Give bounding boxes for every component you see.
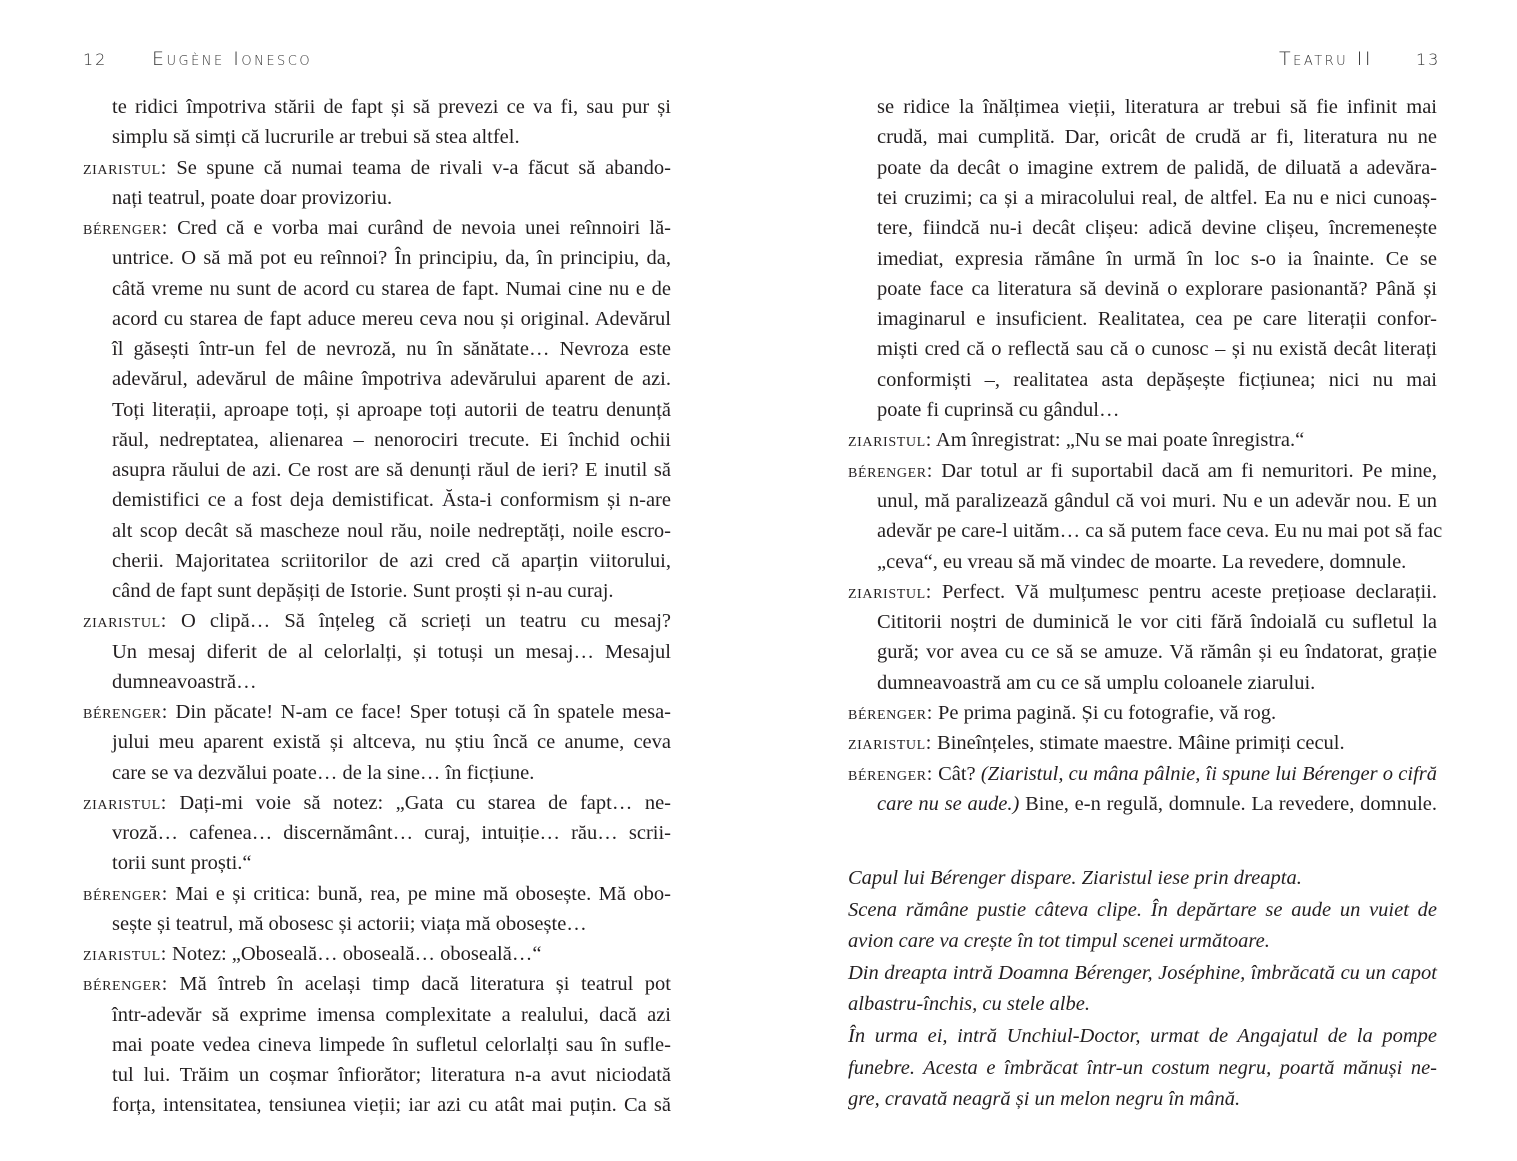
dialogue-line: [83, 697, 671, 727]
line-text: În urma ei, intră Unchiul-Doctor, urmat de Angajatul de la pompe: [848, 1025, 1437, 1047]
dialogue-line: [877, 486, 1437, 516]
stage-direction-line: [848, 926, 1437, 956]
line-text: Cred că e vorba mai curând de nevoia unei reînnoiri lă-: [177, 217, 671, 239]
line-text: gre, cravată neagră și un melon negru în mână.: [848, 1088, 1241, 1111]
line-text: miști cred că o reflectă sau că o cunosc – și nu există decât literați: [877, 338, 1437, 361]
dialogue-line: [848, 759, 1437, 789]
line-text: unul, mă paralizează gândul că voi muri. Nu e un adevăr nou. E un: [877, 489, 1437, 512]
dialogue-line: [848, 698, 1437, 728]
line-text: funebre. Acesta e îmbrăcat într-un costum negru, poartă mănuși ne-: [848, 1056, 1437, 1079]
line-text: Perfect. Vă mulțumesc pentru aceste prețioase declarații.: [941, 580, 1437, 603]
speaker-name: ziaristul:: [83, 791, 167, 814]
line-text: tul lui. Trăim un coșmar înfiorător; literatura n-a avut niciodată: [112, 1064, 671, 1086]
dialogue-line: [877, 122, 1437, 152]
line-text: Capul lui Bérenger dispare. Ziaristul iese prin dreapta.: [848, 867, 1302, 889]
page-number-right: 13: [1416, 50, 1441, 69]
line-text: Dar totul ar fi suportabil dacă am fi nemuritori. Pe mine,: [941, 459, 1437, 482]
stage-direction-line: [848, 1021, 1437, 1051]
dialogue-line: [112, 1030, 671, 1060]
dialogue-line: [112, 243, 671, 273]
line-text: poate face ca literatura să devină o explorare pasionantă? Până și: [877, 277, 1437, 300]
dialogue-line: [877, 274, 1437, 304]
speaker-name: bérenger:: [83, 701, 168, 723]
line-text: Mă întreb în același timp dacă literatura și teatrul pot: [179, 973, 672, 996]
dialogue-line: [877, 637, 1437, 667]
line-text: gură; vor avea cu ce să se amuze. Vă rămân și eu îndatorat, grație: [877, 641, 1437, 664]
dialogue-line: [112, 92, 671, 122]
dialogue-line: [848, 728, 1437, 758]
dialogue-line: [112, 304, 671, 334]
dialogue-line: [112, 183, 671, 213]
speaker-name: bérenger:: [83, 217, 168, 239]
dialogue-line: [848, 456, 1437, 486]
line-text: acord cu starea de fapt aduce mereu ceva nou și original. Adevărul: [112, 307, 671, 330]
dialogue-line: [877, 395, 1437, 425]
line-text: Bine, e-n regulă, domnule. La revedere, domnule.: [1019, 792, 1437, 815]
dialogue-line: [877, 153, 1437, 183]
line-text: Cititorii noștri de duminică le vor citi fără îndoială cu sufletul la: [877, 611, 1437, 634]
line-text: adevărul, adevărul de mâine împotriva adevărului aparent de azi.: [112, 368, 671, 391]
stage-direction-line: [848, 958, 1437, 988]
line-text: crudă, mai cumplită. Dar, oricât de crudă ar fi, literatura nu ne: [877, 126, 1437, 149]
line-text: albastru-închis, cu stele albe.: [848, 993, 1090, 1016]
line-text: tere, fiindcă nu-i decât clișeu: adică devine clișeu, încremenește: [877, 217, 1437, 240]
line-text: sește și teatrul, mă obosesc și actorii; viața mă obosește…: [112, 912, 587, 935]
dialogue-line: [877, 334, 1437, 364]
line-text: Un mesaj diferit de al celorlalți, și totuși un mesaj… Mesajul: [112, 640, 671, 663]
line-text: care se va dezvălui poate… de la sine… în ficțiune.: [112, 761, 535, 784]
line-text: O clipă… Să înțeleg că scrieți un teatru cu mesaj?: [181, 610, 672, 633]
line-text: Mai e și critica: bună, rea, pe mine mă obosește. Mă obo-: [175, 882, 672, 905]
dialogue-line: [112, 818, 671, 848]
dialogue-line: [112, 1000, 671, 1030]
dialogue-line: [848, 425, 1437, 455]
running-head-author: Eugène Ionesco: [152, 48, 313, 70]
line-text: Se spune că numai teama de rivali v-a făcut să abando-: [176, 156, 672, 179]
speaker-name: bérenger:: [83, 882, 168, 905]
line-text: răul, nedreptatea, alienarea – nenorociri trecute. Ei închid ochii: [112, 428, 671, 451]
page-number-left: 12: [83, 50, 108, 69]
dialogue-line: [112, 455, 671, 485]
speaker-name: bérenger:: [848, 702, 933, 724]
line-text: Scena rămâne pustie câteva clipe. În depărtare se aude un vuiet de: [848, 898, 1437, 921]
line-text: Toți literații, aproape toți, și aproape toți autorii de teatru denunță: [112, 398, 671, 421]
dialogue-line: [112, 667, 671, 697]
stage-direction-line: [848, 1084, 1437, 1114]
line-text: Cât?: [938, 762, 981, 785]
speaker-name: ziaristul:: [848, 429, 932, 452]
line-text: mai poate vedea cineva limpede în sufletul celorlalți sau în sufle-: [112, 1033, 671, 1056]
stage-direction-inline: (Ziaristul, cu mâna pâlnie, îi spune lui Bérenger o cifră: [980, 762, 1437, 785]
dialogue-line: [112, 576, 671, 606]
line-text: imediat, expresia rămâne în urmă în loc s-o ia înainte. Ce se: [877, 247, 1437, 270]
dialogue-line: [112, 395, 671, 425]
dialogue-line: [83, 969, 671, 999]
speaker-name: bérenger:: [83, 973, 168, 996]
dialogue-line: [877, 668, 1437, 698]
line-text: Dați-mi voie să notez: „Gata cu starea de fapt… ne-: [179, 791, 672, 814]
stage-direction-line: [848, 989, 1437, 1019]
dialogue-line: [112, 1060, 671, 1090]
dialogue-line: [112, 727, 671, 757]
dialogue-line: [83, 606, 671, 636]
line-text: Din păcate! N-am ce face! Sper totuși că în spatele mesa-: [175, 701, 672, 723]
dialogue-line: [877, 365, 1437, 395]
line-text: avion care va crește în tot timpul scenei următoare.: [848, 930, 1270, 953]
stage-direction-line: [848, 895, 1437, 925]
dialogue-line: [83, 788, 671, 818]
line-text: demistifici ce a fost deja demistificat. Ăsta-i conformism și n-are: [112, 489, 671, 512]
line-text: jului meu aparent există și altceva, nu știu încă ce anume, ceva: [112, 731, 671, 754]
line-text: forța, intensitatea, tensiunea vieții; iar azi cu atât mai puțin. Ca să: [112, 1094, 671, 1117]
line-text: Notez: „Oboseală… oboseală… oboseală…“: [172, 943, 542, 965]
dialogue-line: [877, 547, 1437, 577]
dialogue-line: [112, 758, 671, 788]
dialogue-line: [112, 909, 671, 939]
dialogue-line: [877, 213, 1437, 243]
dialogue-line: [83, 153, 671, 183]
line-text: asupra răului de azi. Ce rost are să denunți răul de ieri? E inutil să: [112, 459, 671, 481]
stage-direction-line: [848, 1053, 1437, 1083]
dialogue-line: [848, 577, 1437, 607]
line-text: nați teatrul, poate doar provizoriu.: [112, 186, 393, 209]
speaker-name: ziaristul:: [83, 156, 167, 179]
dialogue-line: [877, 607, 1437, 637]
line-text: când de fapt sunt depășiți de Istorie. Sunt proști și n-au curaj.: [112, 580, 614, 602]
dialogue-line: [83, 879, 671, 909]
dialogue-line: [112, 425, 671, 455]
dialogue-line: [112, 1090, 671, 1120]
line-text: Am înregistrat: „Nu se mai poate înregistra.“: [935, 429, 1305, 452]
running-head-title: Teatru II: [1279, 48, 1373, 70]
line-text: dumneavoastră…: [112, 670, 257, 693]
dialogue-line: [877, 516, 1443, 546]
dialogue-line: [877, 92, 1437, 122]
line-text: Bineînțeles, stimate maestre. Mâine primiți cecul.: [937, 732, 1345, 755]
speaker-name: bérenger:: [848, 762, 933, 785]
line-text: untrice. O să mă pot eu reînnoi? În principiu, da, în principiu, da,: [112, 247, 671, 270]
dialogue-line: [112, 122, 671, 152]
dialogue-line: [112, 485, 671, 515]
line-text: simplu să simți că lucrurile ar trebui să stea altfel.: [112, 126, 520, 149]
dialogue-line: [877, 789, 1437, 819]
speaker-name: ziaristul:: [83, 610, 167, 633]
line-text: îl găsești într-un fel de nevroză, nu în sănătate… Nevroza este: [112, 338, 671, 360]
line-text: imaginarul e insuficient. Realitatea, cea pe care literații confor-: [877, 308, 1437, 331]
line-text: alt scop decât să mascheze noul rău, noile nedreptăți, noile escro-: [112, 519, 671, 542]
line-text: într-adevăr să exprime imensa complexitate a realului, dacă azi: [112, 1003, 671, 1026]
line-text: dumneavoastră am cu ce să umplu coloanele ziarului.: [877, 671, 1316, 694]
speaker-name: bérenger:: [848, 459, 933, 482]
line-text: Pe prima pagină. Și cu fotografie, vă rog.: [937, 702, 1277, 724]
dialogue-line: [112, 637, 671, 667]
line-text: te ridici împotriva stării de fapt și să prevezi ce va fi, sau pur și: [112, 96, 671, 118]
dialogue-line: [83, 939, 671, 969]
line-text: se ridice la înălțimea vieții, literatura ar trebui să fie infinit mai: [877, 96, 1437, 118]
dialogue-line: [112, 364, 671, 394]
line-text: conformiști –, realitatea asta depășește ficțiunea; nici nu mai: [877, 368, 1437, 391]
line-text: vroză… cafenea… discernământ… curaj, intuiție… rău… scrii-: [112, 822, 671, 844]
dialogue-line: [877, 183, 1437, 213]
dialogue-line: [112, 334, 671, 364]
line-text: „ceva“, eu vreau să mă vindec de moarte. La revedere, domnule.: [877, 550, 1407, 573]
dialogue-line: [112, 274, 671, 304]
line-text: poate fi cuprinsă cu gândul…: [877, 399, 1120, 421]
speaker-name: ziaristul:: [83, 943, 167, 965]
speaker-name: ziaristul:: [848, 732, 932, 755]
dialogue-line: [877, 244, 1437, 274]
line-text: cherii. Majoritatea scriitorilor de azi cred că aparțin viitorului,: [112, 549, 671, 572]
dialogue-line: [83, 213, 671, 243]
dialogue-line: [112, 848, 671, 878]
stage-direction-line: [848, 863, 1437, 893]
speaker-name: ziaristul:: [848, 580, 932, 603]
dialogue-line: [877, 304, 1437, 334]
line-text: Din dreapta intră Doamna Bérenger, Joséphine, îmbrăcată cu un capot: [848, 961, 1437, 984]
line-text: adevăr pe care-l uităm… ca să putem face ceva. Eu nu mai pot să fac: [877, 520, 1443, 543]
line-text: torii sunt proști.“: [112, 852, 252, 875]
dialogue-line: [112, 516, 671, 546]
line-text: câtă vreme nu sunt de acord cu starea de fapt. Numai cine nu e de: [112, 277, 671, 300]
stage-direction-inline: care nu se aude.): [877, 792, 1020, 815]
line-text: tei cruzimi; ca și a miracolului real, de altfel. Ea nu e nici cunoaș-: [877, 186, 1437, 209]
line-text: poate da decât o imagine extrem de palidă, de diluată a adevăra-: [877, 156, 1437, 179]
dialogue-line: [112, 546, 671, 576]
